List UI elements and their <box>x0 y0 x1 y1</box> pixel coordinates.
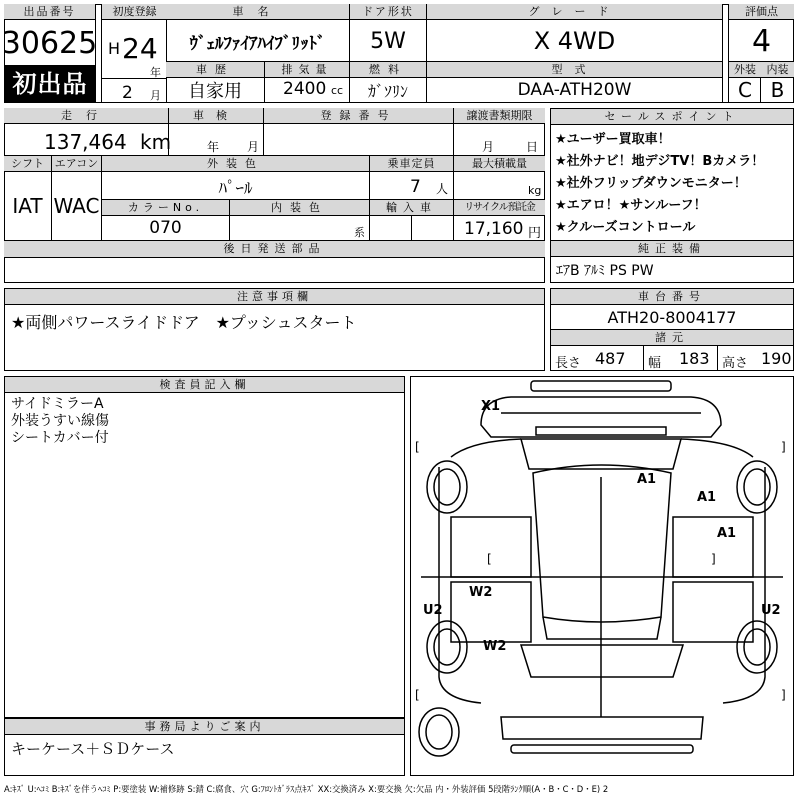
ac: WAC <box>53 194 100 218</box>
chassis-number: ATH20-8004177 <box>607 307 737 327</box>
chassis-block <box>550 288 794 371</box>
car-name-cell <box>166 4 350 62</box>
recycle-unit: 円 <box>528 226 542 241</box>
svg-text:]: ] <box>711 552 716 566</box>
sales-point-item: ★社外ナビ！地デジTV！Bカメラ！ <box>555 154 765 169</box>
inspection-label: 車検 <box>169 108 263 124</box>
import-divider <box>411 216 412 240</box>
displacement-cell <box>265 62 350 103</box>
ac-label: エアコン <box>52 156 101 172</box>
damage-mark: A1 <box>717 526 737 541</box>
recycle-label: リサイクル預託金 <box>454 200 545 216</box>
int-color-cell <box>230 200 370 241</box>
inspector-label: 検査員記入欄 <box>5 377 404 393</box>
car-name: ｳﾞｪﾙﾌｧｲｱﾊｲﾌﾞﾘｯﾄﾞ <box>189 33 326 54</box>
equipment-label: 純正装備 <box>551 241 793 257</box>
office-block <box>4 718 405 776</box>
color-no-cell <box>102 200 230 241</box>
sales-point-item: ★クルーズコントロール <box>555 220 696 235</box>
color-no: 070 <box>149 218 182 238</box>
import-cell <box>370 200 454 241</box>
dims-divider <box>717 346 718 370</box>
grade-label: グレード <box>427 4 722 20</box>
era: H <box>108 39 121 58</box>
sales-point-item: ★社外フリップダウンモニター！ <box>555 176 747 191</box>
inspector-note: サイドミラーA <box>11 396 104 412</box>
damage-mark: U2 <box>761 603 781 618</box>
capacity-unit: 人 <box>436 182 449 196</box>
int-color-label: 内装色 <box>230 200 369 216</box>
score-cell <box>728 4 794 62</box>
width-label: 幅 <box>648 356 662 371</box>
doors: 5W <box>370 28 406 54</box>
capacity-label: 乗車定員 <box>370 156 453 172</box>
height: 190 <box>761 349 792 368</box>
capacity-cell <box>370 156 454 200</box>
shift: IAT <box>12 194 43 218</box>
reg-year: 24 <box>122 32 158 65</box>
caution-text: ★両側パワースライドドア ★プッシュスタート <box>11 313 357 332</box>
score-label: 評価点 <box>729 4 794 20</box>
equipment-block <box>550 241 794 283</box>
mileage-cell <box>4 108 172 156</box>
inspection-month-unit: 月 <box>247 140 260 154</box>
dims-label: 諸元 <box>551 329 793 346</box>
history-label: 車歴 <box>166 62 264 78</box>
max-load-unit: kg <box>528 184 542 197</box>
dims-divider <box>643 346 644 370</box>
lot-number: 30625 <box>1 25 98 61</box>
mileage: 137,464 <box>44 130 127 154</box>
height-label: 高さ <box>722 356 749 371</box>
grade: X 4WD <box>533 27 616 55</box>
color-no-label: カラーNo. <box>102 200 229 216</box>
svg-text:]: ] <box>781 688 786 702</box>
inspection-cell <box>169 108 264 156</box>
damage-mark: A1 <box>637 472 657 487</box>
reg-month: 2 <box>122 83 133 103</box>
damage-mark: A1 <box>697 490 717 505</box>
damage-mark: W2 <box>469 585 493 600</box>
plate-label: 登録番号 <box>264 108 453 124</box>
model-label: 型式 <box>427 62 722 78</box>
fuel-label: 燃料 <box>350 62 426 78</box>
inspector-block <box>4 376 405 718</box>
car-diagram-svg <box>411 377 793 775</box>
chassis-label: 車台番号 <box>551 289 793 305</box>
transfer-label: 譲渡書類期限 <box>454 108 545 124</box>
score: 4 <box>751 23 772 59</box>
model-cell <box>427 62 723 103</box>
exterior-label: 外装 <box>729 62 761 78</box>
history-cell <box>166 62 265 103</box>
interior-cell <box>761 62 794 103</box>
car-name-label: 車名 <box>166 4 349 20</box>
import-label: 輸入車 <box>370 200 453 216</box>
capacity: 7 <box>410 177 421 197</box>
max-load-label: 最大積載量 <box>454 156 545 172</box>
exterior-grade: C <box>738 78 752 102</box>
office-label: 事務局よりご案内 <box>5 718 404 735</box>
doors-cell <box>350 4 427 62</box>
svg-text:]: ] <box>781 440 786 454</box>
damage-mark: U2 <box>423 603 443 618</box>
recycle-amount: 17,160 <box>464 219 524 239</box>
plate-cell <box>264 108 454 156</box>
later-parts-label: 後日発送部品 <box>4 241 545 258</box>
reg-month-unit: 月 <box>150 89 161 102</box>
mileage-unit: km <box>140 130 172 154</box>
sales-point-item: ★エアロ！★サンルーフ！ <box>555 198 707 213</box>
length-label: 長さ <box>555 356 582 371</box>
displacement-label: 排気量 <box>265 62 349 78</box>
first-reg-label: 初度登録 <box>102 4 167 20</box>
model: DAA-ATH20W <box>517 80 632 100</box>
inspector-note: 外装うすい線傷 <box>11 413 109 429</box>
caution-label: 注意事項欄 <box>5 289 544 305</box>
reg-divider <box>102 78 167 79</box>
interior-grade: B <box>770 78 785 102</box>
transfer-month-unit: 月 <box>482 140 495 154</box>
equipment-items: ｴｱB ｱﾙﾐ PS PW <box>556 263 654 279</box>
svg-text:[: [ <box>487 552 492 566</box>
ext-color: ﾊﾟｰﾙ <box>218 178 253 199</box>
ac-cell <box>52 156 102 241</box>
svg-text:[: [ <box>415 440 420 454</box>
first-reg-cell <box>101 4 167 103</box>
int-color-unit: 系 <box>354 226 365 239</box>
ext-color-label: 外装色 <box>102 156 369 172</box>
fuel: ｶﾞｿﾘﾝ <box>367 81 408 101</box>
exterior-cell <box>728 62 761 103</box>
damage-mark: X1 <box>481 399 501 414</box>
lot-label: 出品番号 <box>4 4 95 20</box>
length: 487 <box>595 349 626 368</box>
caution-block <box>4 288 545 371</box>
damage-diagram <box>410 376 794 776</box>
sales-points-label: セールスポイント <box>551 109 793 125</box>
grade-cell <box>427 4 723 62</box>
transfer-day-unit: 日 <box>526 140 539 154</box>
first-listing-badge: 初出品 <box>4 66 96 103</box>
history: 自家用 <box>188 81 242 102</box>
doors-label: ドア形状 <box>350 4 426 20</box>
ext-color-cell <box>102 156 370 200</box>
shift-label: シフト <box>4 156 51 172</box>
inspection-year-unit: 年 <box>207 140 220 154</box>
fuel-cell <box>350 62 427 103</box>
lot-number-cell <box>1 4 98 66</box>
inspector-note: シートカバー付 <box>11 430 109 446</box>
office-text: キーケース＋ＳＤケース <box>11 740 175 758</box>
sales-points-block <box>550 108 794 241</box>
svg-text:[: [ <box>415 688 420 702</box>
reg-year-unit: 年 <box>150 66 161 79</box>
interior-label: 内装 <box>761 62 794 78</box>
mileage-label: 走行 <box>4 108 168 124</box>
damage-mark: W2 <box>483 639 507 654</box>
recycle-cell <box>454 200 545 241</box>
displacement-unit: cc <box>331 84 344 97</box>
width: 183 <box>679 349 710 368</box>
legend: A:ｷｽﾞ U:ﾍｺﾐ B:ｷｽﾞを伴うﾍｺﾐ P:要塗装 W:補修跡 S:錆 C:腐食、穴 G:ﾌﾛﾝﾄｶﾞﾗｽ点ｷｽﾞ XX:交換済み X:要交換 欠:欠品 内・外装評価 5段階ﾗﾝｸ順(A・B・C・D・E) 2 <box>4 784 609 794</box>
transfer-cell <box>454 108 545 156</box>
shift-cell <box>4 156 52 241</box>
max-load-cell <box>454 156 545 200</box>
displacement: 2400 <box>283 79 327 99</box>
sales-point-item: ★ユーザー買取車！ <box>555 132 671 147</box>
